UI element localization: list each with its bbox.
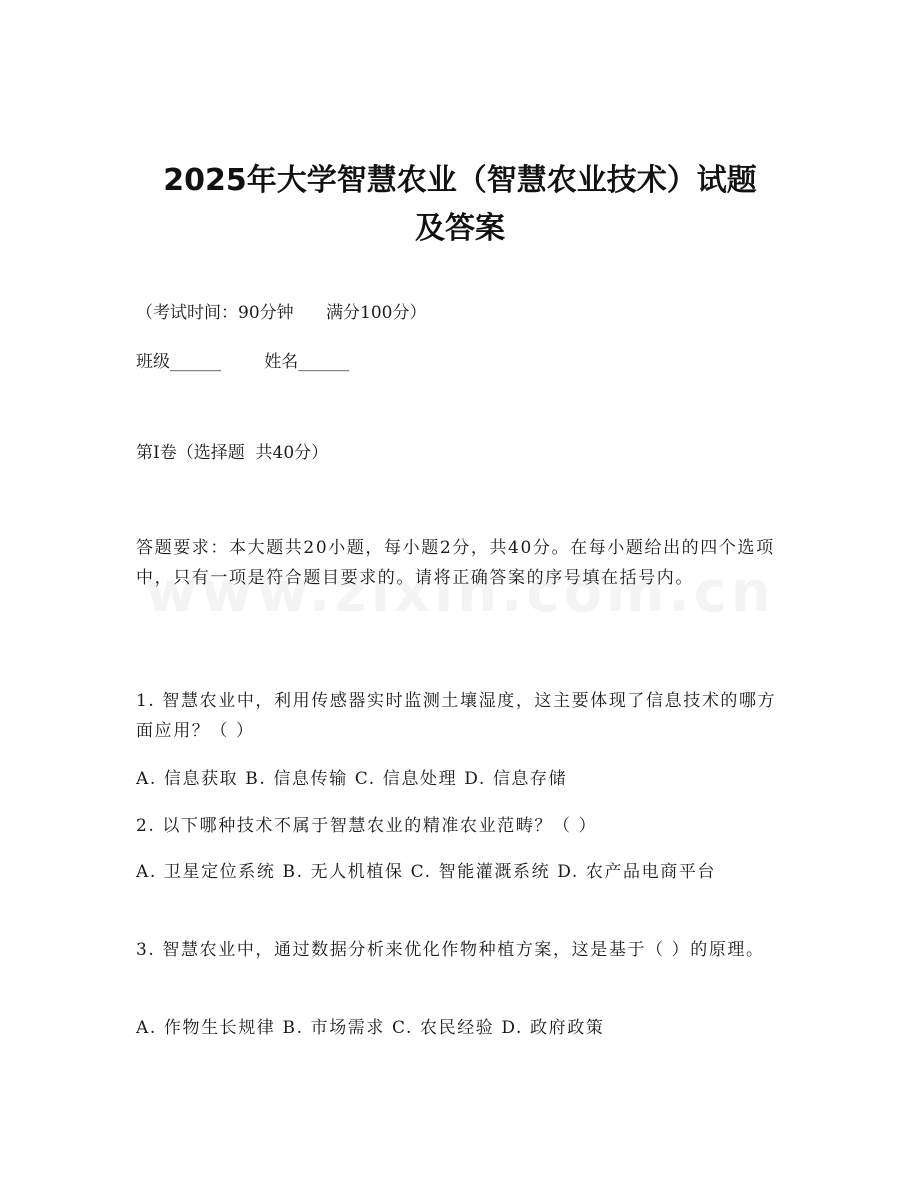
question-1-stem: 1. 智慧农业中，利用传感器实时监测土壤湿度，这主要体现了信息技术的哪方面应用？（ ） <box>136 691 777 741</box>
exam-time-score: （考试时间：90分钟 满分100分） <box>136 303 427 323</box>
question-1-options: A. 信息获取 B. 信息传输 C. 信息处理 D. 信息存储 <box>136 769 568 789</box>
instructions: 答题要求：本大题共20小题，每小题2分，共40分。在每小题给出的四个选项中，只有一项是符合题目要求的。请将正确答案的序号填在括号内。 <box>136 538 775 588</box>
document-title-line-2: 及答案 <box>415 211 505 246</box>
section-heading: 第I卷（选择题 共40分） <box>136 443 329 463</box>
question-3-options: A. 作物生长规律 B. 市场需求 C. 农民经验 D. 政府政策 <box>136 1018 605 1038</box>
class-name-fields: 班级______ 姓名______ <box>136 352 350 372</box>
question-2-stem: 2. 以下哪种技术不属于智慧农业的精准农业范畴？（ ） <box>136 816 598 836</box>
question-3-stem: 3. 智慧农业中，通过数据分析来优化作物种植方案，这是基于（ ）的原理。 <box>136 940 765 960</box>
question-2-options: A. 卫星定位系统 B. 无人机植保 C. 智能灌溉系统 D. 农产品电商平台 <box>136 862 717 882</box>
document-title-line-1: 2025年大学智慧农业（智慧农业技术）试题 <box>163 163 757 198</box>
